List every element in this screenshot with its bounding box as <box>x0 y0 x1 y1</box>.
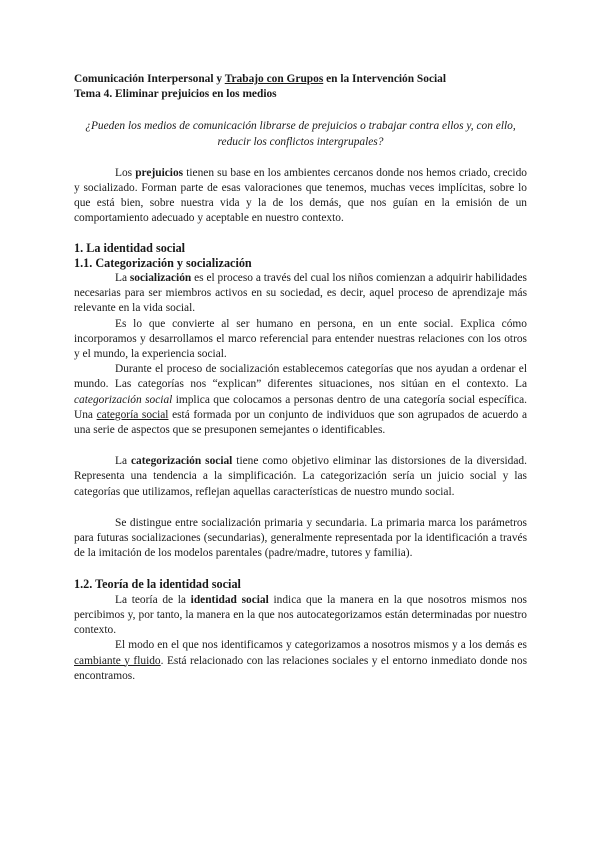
paragraph <box>74 362 527 438</box>
paragraph <box>74 454 527 500</box>
text-run: es el proceso a través del cual los niños comienzan a adquirir habilidades necesarias para ser miembros activos en su sociedad, es decir, aquel proceso de aprendizaje más relevante en la vida social. <box>74 272 527 315</box>
course-title-underlined: Trabajo con Grupos <box>224 73 324 85</box>
italic-term: categorización social <box>74 393 173 406</box>
subsection-heading: 1.1. Categorización y socialización <box>74 255 252 270</box>
text-run: La <box>115 272 130 285</box>
bold-term: socialización <box>129 272 192 285</box>
text-run: La teoría de la <box>115 593 191 606</box>
text-run: tiene como objetivo eliminar las distorsiones de la diversidad. Representa una tendencia a la simplificación. La categorización sería un juicio social y las categorías que utilizamos, reflejan aquellas características de nuestro mundo social. <box>74 455 527 498</box>
intro-paragraph <box>74 166 527 227</box>
paragraph: Es lo que convierte al ser humano en persona, en un ente social. Explica cómo incorporamos y desarrollamos el marco referencial para entender nuestras relaciones con los otros y el mundo, la experiencia social. <box>74 317 527 361</box>
text-run: está formada por un conjunto de individuos que son agrupados de acuerdo a una serie de aspectos que se presuponen semejantes o identificables. <box>74 408 528 437</box>
course-title <box>74 72 527 87</box>
paragraph <box>74 638 527 684</box>
bold-term: identidad social <box>190 593 269 606</box>
underlined-term: categoría social <box>96 408 169 421</box>
bold-term: prejuicios <box>135 166 184 179</box>
course-title-part: en la Intervención Social <box>323 73 447 85</box>
bold-term: categorización social <box>130 455 233 468</box>
paragraph <box>74 593 527 639</box>
text-run: Durante el proceso de socialización establecemos categorías que nos ayudan a ordenar el mundo. Las categorías nos “explican” diferentes situaciones, nos sitúan en el contexto. La <box>74 363 527 391</box>
text-run: El modo en el que nos identificamos y categorizamos a nosotros mismos y a los demás es <box>115 639 527 652</box>
subsection-heading: 1.2. Teoría de la identidad social <box>74 577 241 592</box>
text-run: indica que la manera en la que nosotros mismos nos percibimos y, por tanto, la manera en la que nos autocategorizamos están determinadas por nuestro contexto. <box>74 593 527 637</box>
guiding-question: ¿Pueden los medios de comunicación librarse de prejuicios o trabajar contra ellos y, con ello, reducir los conflictos intergrupales? <box>85 120 516 148</box>
text-run: tienen su base en los ambientes cercanos donde nos hemos criado, crecido y socializado. Forman parte de esas valoraciones que tenemos, muchas veces implícitas, sobre lo que está bien, sobre nuestra vida y la de los demás, que nos guían en la emisión de un comportamiento adecuado y aceptable en nuestro contexto. <box>74 166 527 225</box>
topic-title: Tema 4. Eliminar prejuicios en los medios <box>74 88 277 101</box>
section-heading: 1. La identidad social <box>74 240 186 255</box>
course-title-part: Comunicación Interpersonal y <box>74 73 225 85</box>
text-run: implica que colocamos a personas dentro de una categoría social específica. Una <box>74 393 527 421</box>
text-run: . Está relacionado con las relaciones sociales y el entorno inmediato donde nos encontramos. <box>74 654 527 682</box>
underlined-term: cambiante y fluido <box>74 654 161 667</box>
text-run: Los <box>115 166 136 179</box>
paragraph <box>74 271 527 317</box>
paragraph: Se distingue entre socialización primaria y secundaria. La primaria marca los parámetros para futuras socializaciones (secundarias), generalmente representada por la identificación a través de la imitación de los modelos parentales (padre/madre, tutores y familia). <box>74 516 527 560</box>
text-run: La <box>115 455 131 468</box>
